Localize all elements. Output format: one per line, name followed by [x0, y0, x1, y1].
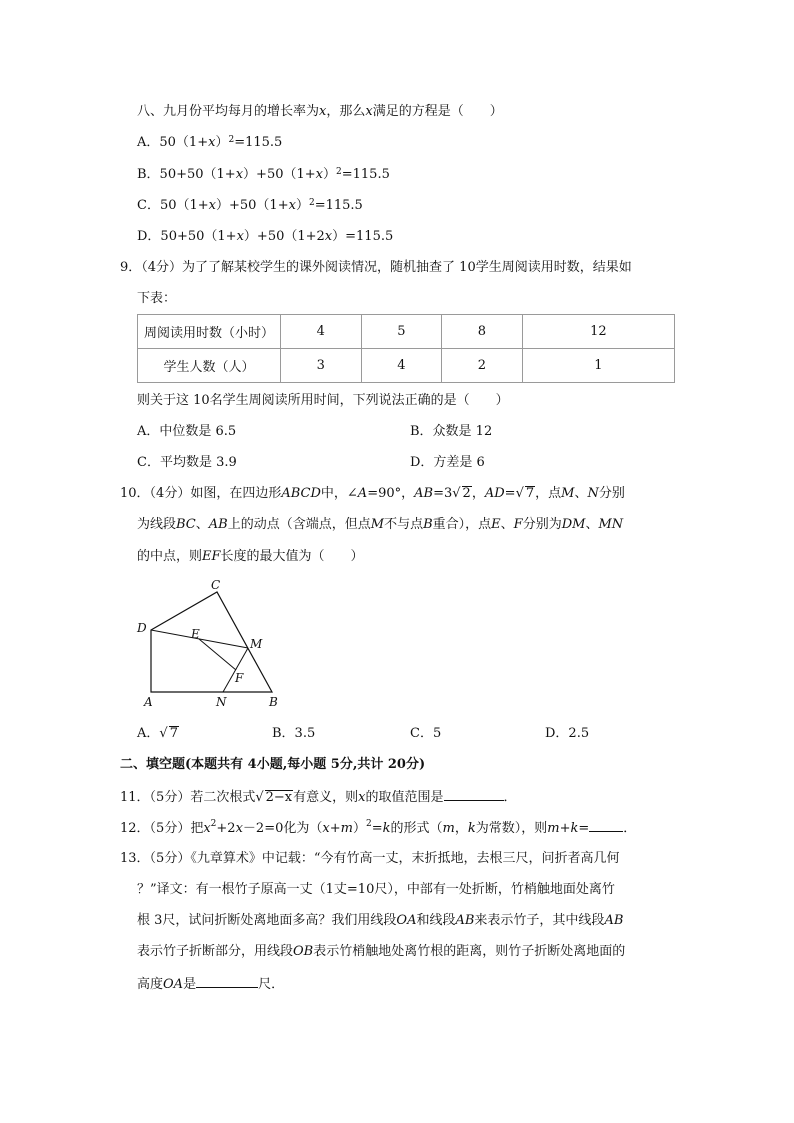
q9-stem-line2: 下表：	[137, 291, 177, 306]
table-row	[138, 315, 675, 349]
table-header-cell: 学生人数（人）	[138, 349, 281, 383]
q13-line5: 高度OA是 尺．	[137, 974, 284, 994]
q10-option-c: C．5	[410, 726, 442, 741]
answer-blank[interactable]	[589, 818, 623, 832]
table-cell: 4	[361, 349, 442, 383]
answer-blank[interactable]	[444, 787, 504, 801]
q8-stem: 八、九月份平均每月的增长率为x，那么x满足的方程是（ ）	[137, 104, 503, 119]
q13-line3: 根 3尺，试问折断处离地面多高？我们用线段OA和线段AB来表示竹子，其中线段AB	[137, 913, 624, 928]
q10-option-d: D．2.5	[545, 726, 590, 741]
q10-geometry-figure	[130, 578, 290, 713]
q13-line1: 13．（5分）《九章算术》中记载：“今有竹高一丈，末折抵地，去根三尺，问折者高几何	[120, 851, 620, 866]
q10-stem-line2: 为线段BC、AB上的动点（含端点，但点M不与点B重合），点E、F分别为DM、MN	[137, 517, 624, 532]
q9-data-table	[137, 314, 675, 383]
q10-stem-line3: 的中点，则EF长度的最大值为（ ）	[137, 549, 364, 564]
q13-line2: ？”译文：有一根竹子原高一丈（1丈=10尺），中部有一处折断，竹梢触地面处离竹	[137, 882, 615, 897]
label-n: N	[216, 695, 227, 709]
q9-stem-line1: 9．（4分）为了了解某校学生的课外阅读情况，随机抽查了 10学生周阅读用时数，结果如	[120, 260, 632, 275]
q10-option-a: A．√ 7	[137, 726, 178, 741]
q9-question: 则关于这 10名学生周阅读所用时间，下列说法正确的是（ ）	[137, 393, 509, 408]
label-m: M	[250, 637, 263, 651]
q8-option-c: C．$50(1+x)+50(1+x)^2=115.5$	[137, 198, 363, 213]
table-cell: 1	[522, 349, 674, 383]
table-cell: 8	[442, 315, 523, 349]
label-a: A	[144, 695, 153, 709]
sqrt-symbol: √	[255, 790, 264, 805]
table-cell: 4	[281, 315, 362, 349]
q12: 12．（5分）把$x^2+2x-2=0$化为$(x+m)^2=k$的形式（m，k为常数），则m+k= ．	[120, 819, 637, 836]
segment-ef	[199, 639, 236, 670]
table-header-cell: 周阅读用时数（小时）	[138, 315, 281, 349]
table-cell: 5	[361, 315, 442, 349]
q10-option-b: B．3.5	[272, 726, 316, 741]
table-cell: 2	[442, 349, 523, 383]
sqrt-symbol: √	[159, 726, 168, 741]
answer-blank[interactable]	[196, 974, 258, 988]
q9-option-d: D．方差是 6	[410, 455, 485, 470]
label-b: B	[269, 695, 278, 709]
q10-stem-line1: 10．（4分）如图，在四边形ABCD中，∠A=90°，AB=3√ 2，AD=√ 7，点M、N分别	[120, 486, 625, 501]
q8-option-a: A．$50(1+x)^2=115.5$	[137, 135, 283, 150]
table-cell: 12	[522, 315, 674, 349]
label-d: D	[137, 621, 147, 635]
q9-option-a: A．中位数是 6.5	[137, 424, 237, 439]
q9-option-b: B．众数是 12	[410, 424, 493, 439]
label-f: F	[235, 671, 244, 685]
label-e: E	[191, 627, 200, 641]
q8-option-b: B．$50+50(1+x)+50(1+x)^2=115.5$	[137, 167, 390, 182]
q8-option-d: D．50+50（1+x）+50（1+2x）=115.5	[137, 229, 394, 244]
sqrt-symbol: √	[452, 486, 461, 501]
q11: 11．（5分）若二次根式√ 2−x有意义，则x的取值范围是 ．	[120, 787, 517, 807]
q13-line4: 表示竹子折断部分，用线段OB表示竹梢触地处离竹根的距离，则竹子折断处离地面的	[137, 944, 626, 959]
section-title-fill-in: 二、填空题(本题共有 4小题,每小题 5分,共计 20分)	[120, 757, 426, 772]
q9-option-c: C．平均数是 3.9	[137, 455, 237, 470]
table-cell: 3	[281, 349, 362, 383]
table-row	[138, 349, 675, 383]
sqrt-symbol: √	[515, 486, 524, 501]
label-c: C	[211, 578, 221, 592]
